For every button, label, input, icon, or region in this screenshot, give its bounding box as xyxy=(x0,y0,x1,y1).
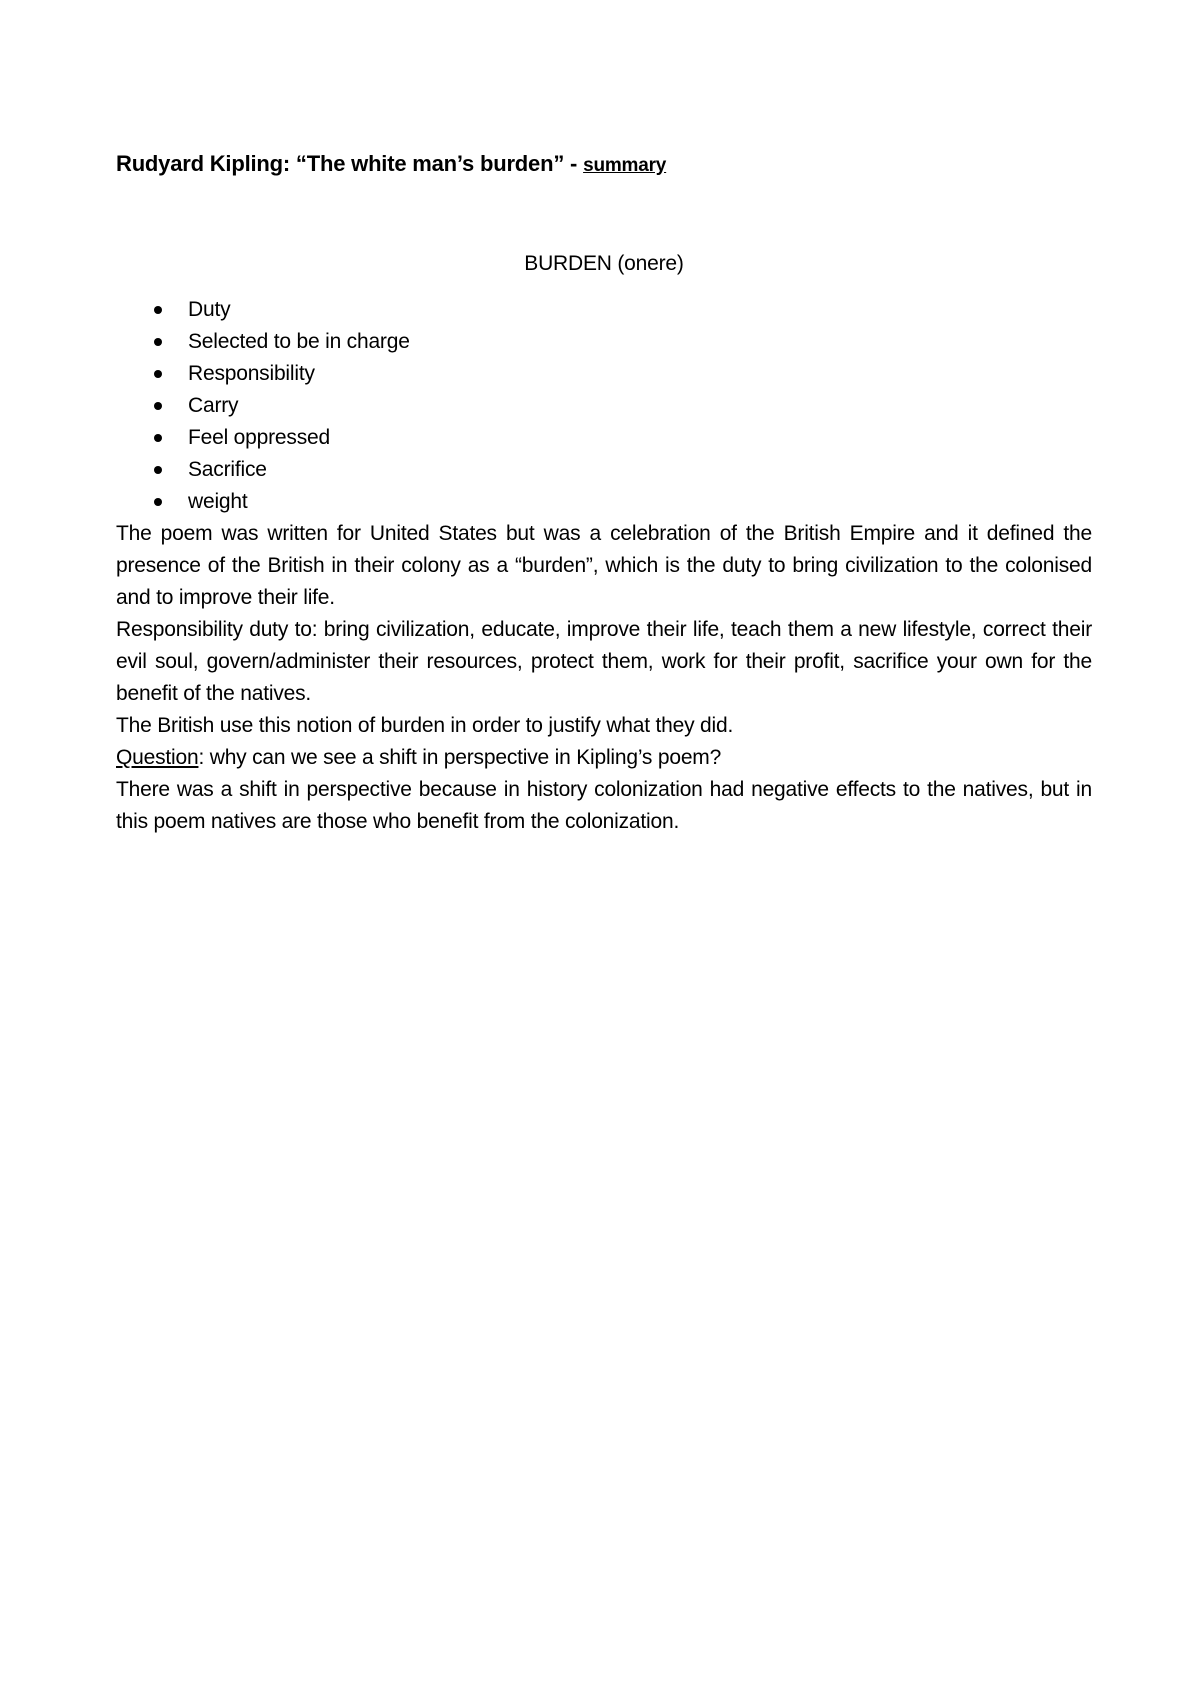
title-main: Rudyard Kipling: “The white man’s burden” - xyxy=(116,151,584,176)
list-item xyxy=(116,326,1092,358)
burden-heading: BURDEN (onere) xyxy=(524,252,684,275)
bullet-icon xyxy=(154,306,162,314)
list-item-label: Sacrifice xyxy=(188,458,267,481)
list-item-label: Feel oppressed xyxy=(188,426,330,449)
list-item-label: Carry xyxy=(188,394,239,417)
list-item xyxy=(116,294,1092,326)
paragraph-justification: The British use this notion of burden in order to justify what they did. xyxy=(116,714,734,737)
bullet-icon xyxy=(154,466,162,474)
list-item xyxy=(116,390,1092,422)
paragraph-poem-context: The poem was written for United States but was a celebration of the British Empire and it defined the presence of the British in their colony as a “burden”, which is the duty to bring civilization to the colonised and to improve their life. xyxy=(116,522,1092,609)
question-paragraph xyxy=(116,742,1092,774)
burden-list xyxy=(116,294,1092,518)
bullet-icon xyxy=(154,370,162,378)
list-item-label: weight xyxy=(188,490,248,513)
title-summary: summary xyxy=(583,155,667,176)
bullet-icon xyxy=(154,402,162,410)
bullet-icon xyxy=(154,498,162,506)
question-text: : why can we see a shift in perspective in Kipling’s poem? xyxy=(198,746,722,769)
paragraph-responsibility-duty: Responsibility duty to: bring civilization, educate, improve their life, teach them a new lifestyle, correct their evil soul, govern/administer their resources, protect them, work for their profit, sacrifice your own for the benefit of the natives. xyxy=(116,618,1092,705)
question-label: Question xyxy=(116,746,199,769)
list-item xyxy=(116,358,1092,390)
list-item-label: Selected to be in charge xyxy=(188,330,410,353)
bullet-icon xyxy=(154,434,162,442)
list-item xyxy=(116,454,1092,486)
paragraph-answer: There was a shift in perspective because in history colonization had negative effects to the natives, but in this poem natives are those who benefit from the colonization. xyxy=(116,778,1092,833)
list-item xyxy=(116,486,1092,518)
document-content xyxy=(116,148,1092,838)
list-item-label: Duty xyxy=(188,298,231,321)
list-item-label: Responsibility xyxy=(188,362,315,385)
bullet-icon xyxy=(154,338,162,346)
document-title xyxy=(116,148,1092,182)
list-item xyxy=(116,422,1092,454)
